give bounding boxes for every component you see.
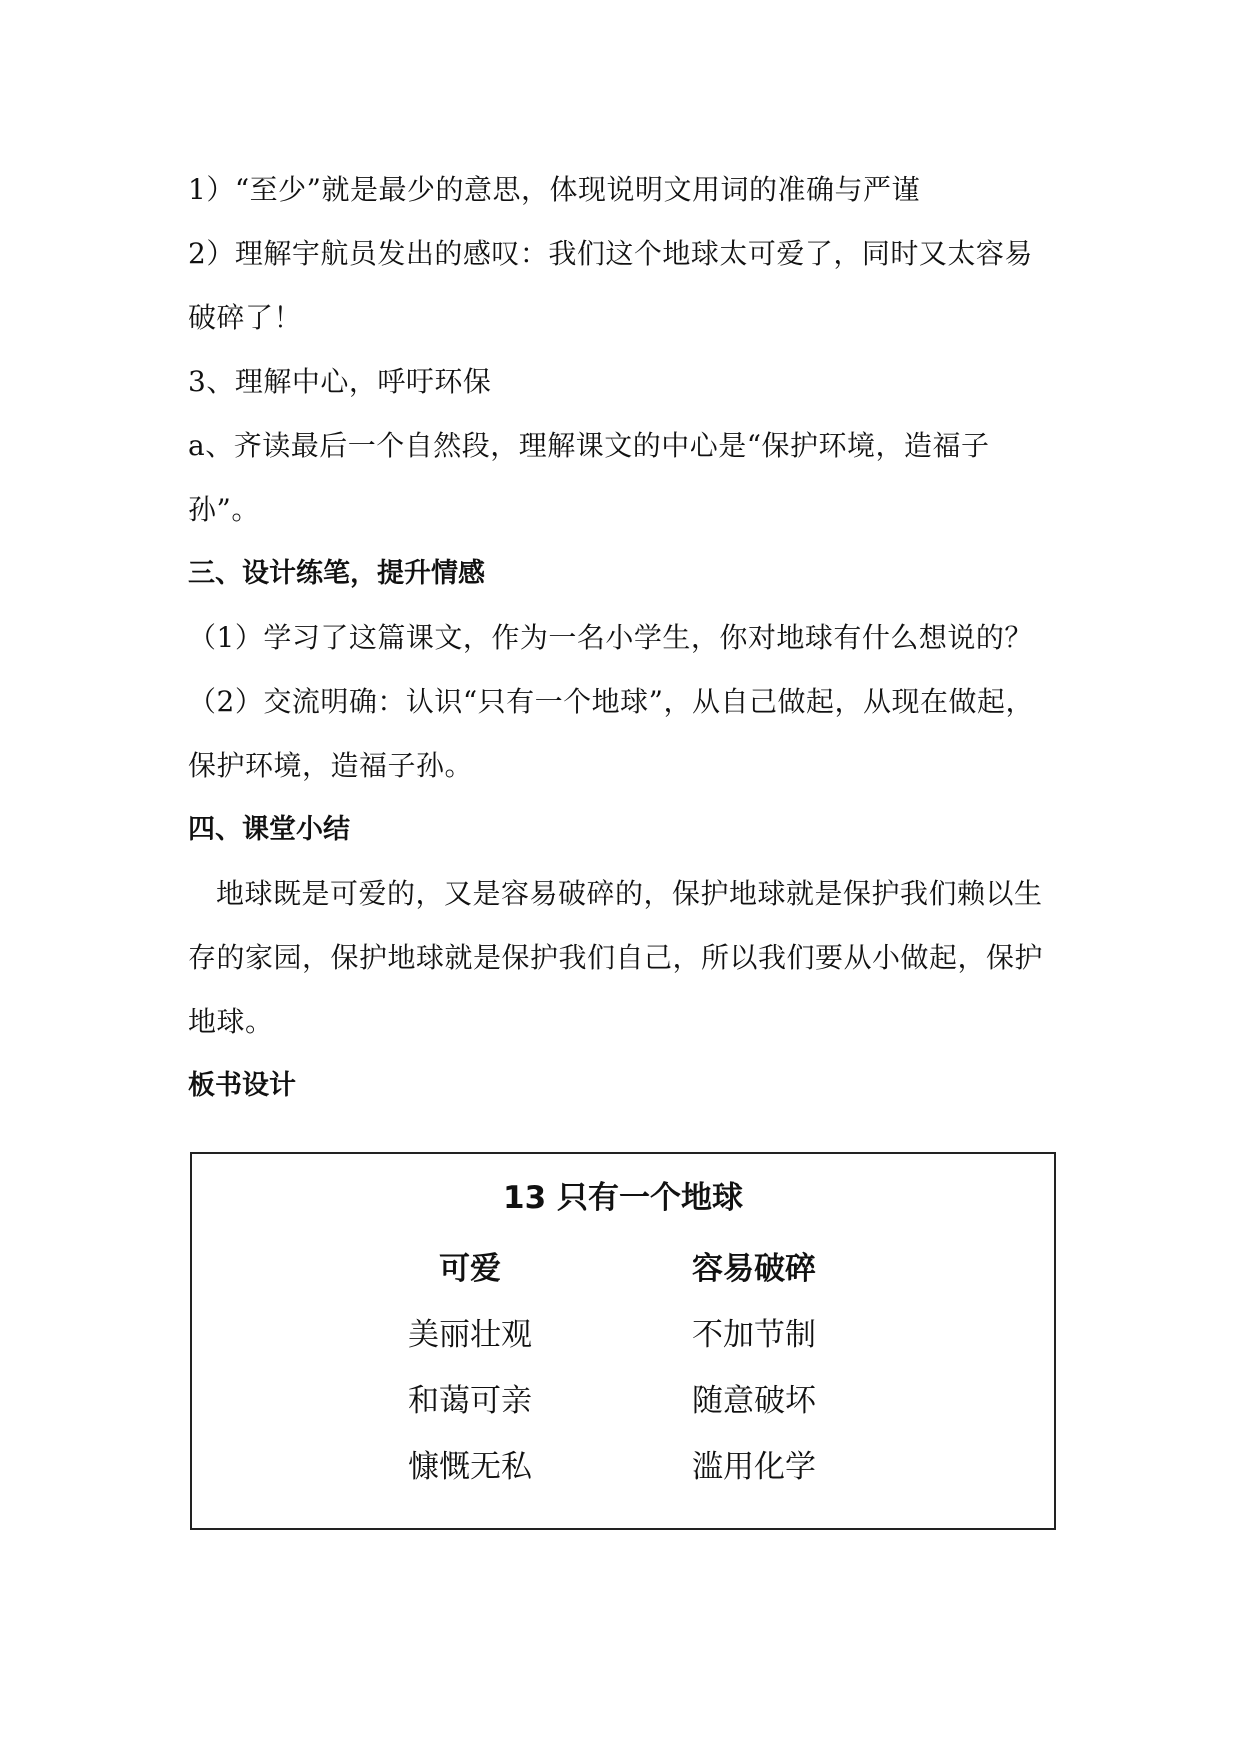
board-item: 随意破坏 <box>692 1383 816 1419</box>
board-design-heading: 板书设计 <box>188 1070 296 1101</box>
section-3-heading: 三、设计练笔，提升情感 <box>188 558 485 589</box>
section-3-question-1: （1）学习了这篇课文，作为一名小学生，你对地球有什么想说的？ <box>188 621 1033 654</box>
paragraph-point-a-line-1: a、齐读最后一个自然段，理解课文的中心是“保护环境，造福子 <box>188 429 990 462</box>
document-body <box>188 158 1058 1118</box>
board-item: 滥用化学 <box>692 1449 816 1485</box>
summary-line-1: 地球既是可爱的，又是容易破碎的，保护地球就是保护我们赖以生 <box>216 877 1043 910</box>
paragraph-point-a-line-2: 孙”。 <box>188 493 260 526</box>
summary-line-3: 地球。 <box>188 1005 274 1038</box>
board-column-fragile <box>624 1236 884 1500</box>
board-column-header: 可爱 <box>439 1251 501 1287</box>
paragraph-point-2-line-1: 2）理解宇航员发出的感叹：我们这个地球太可爱了，同时又太容易 <box>188 237 1033 270</box>
board-title: 13 只有一个地球 <box>503 1180 743 1216</box>
board-item: 和蔼可亲 <box>408 1383 532 1419</box>
blackboard-design-box <box>190 1152 1056 1530</box>
section-3-question-2-line-2: 保护环境，造福子孙。 <box>188 749 474 782</box>
board-column-lovely <box>340 1236 600 1500</box>
paragraph-point-2-line-2: 破碎了！ <box>188 301 303 334</box>
board-item: 美丽壮观 <box>408 1317 532 1353</box>
summary-line-2: 存的家园，保护地球就是保护我们自己，所以我们要从小做起，保护 <box>188 941 1044 974</box>
paragraph-point-3: 3、理解中心，呼吁环保 <box>188 365 492 398</box>
section-4-heading: 四、课堂小结 <box>188 814 350 845</box>
board-item: 不加节制 <box>692 1317 816 1353</box>
section-3-question-2-line-1: （2）交流明确：认识“只有一个地球”，从自己做起，从现在做起， <box>188 685 1034 718</box>
board-column-header: 容易破碎 <box>692 1251 816 1287</box>
board-item: 慷慨无私 <box>408 1449 532 1485</box>
paragraph-point-1: 1）“至少”就是最少的意思，体现说明文用词的准确与严谨 <box>188 173 920 206</box>
